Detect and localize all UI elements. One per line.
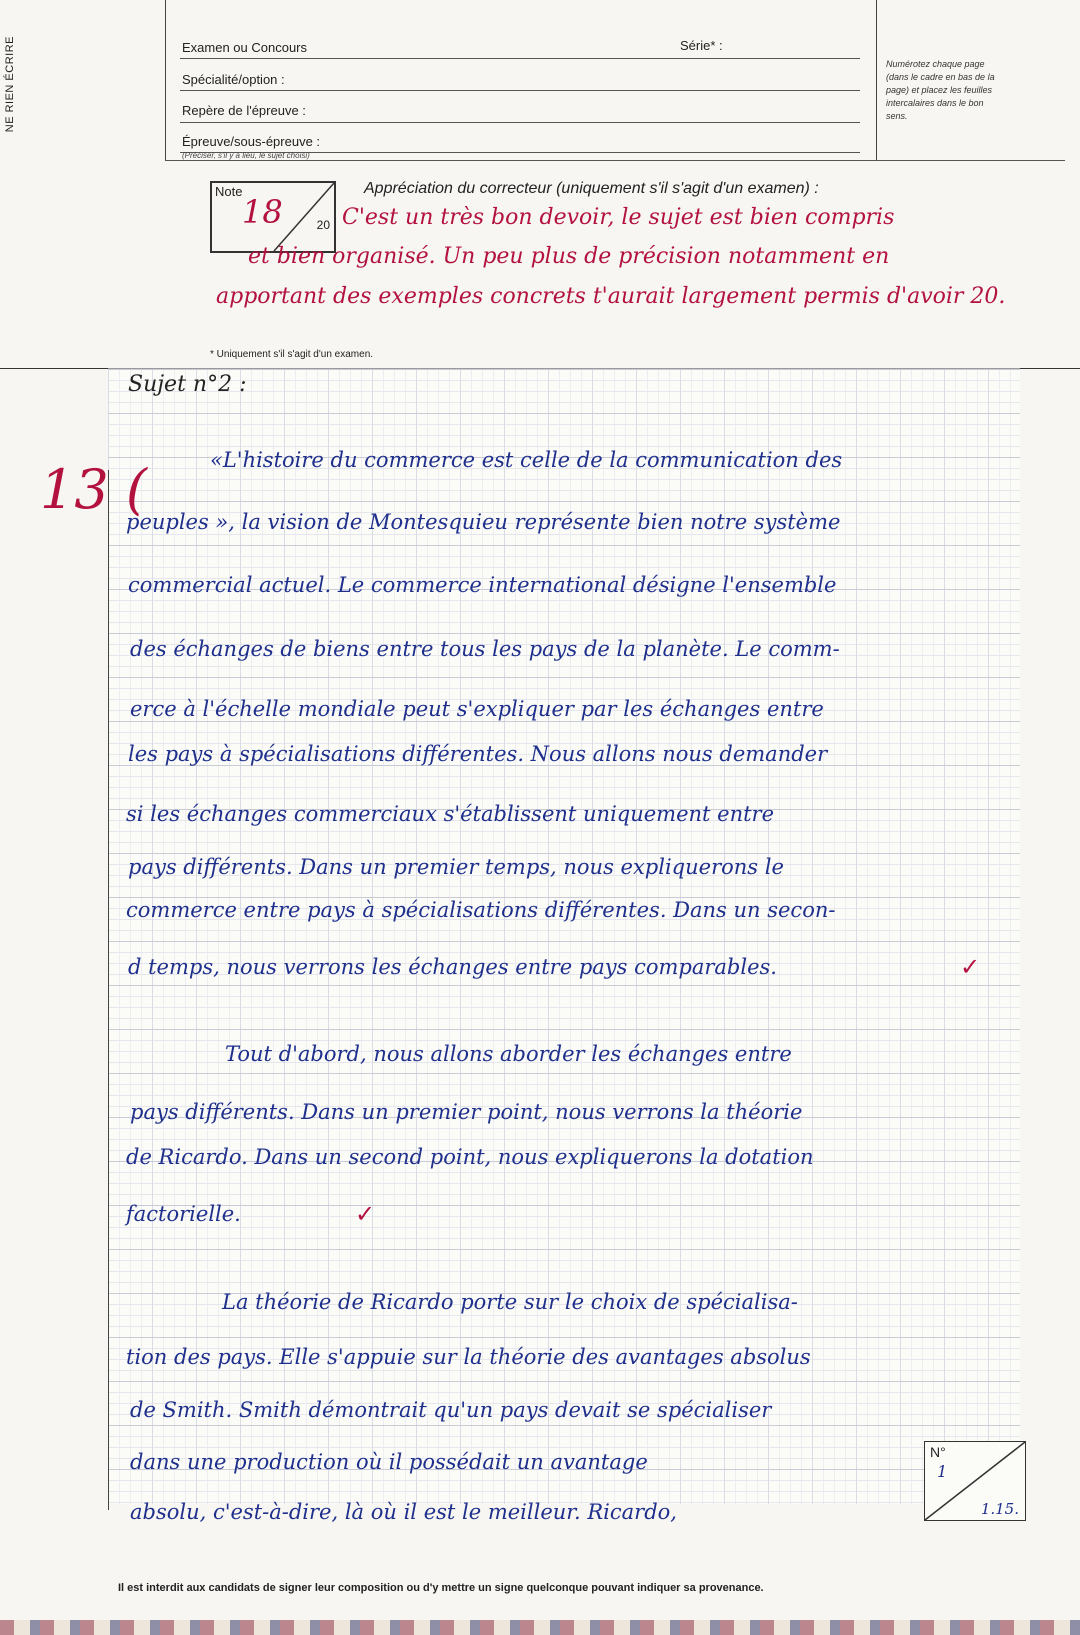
repere-label: Repère de l'épreuve : — [182, 103, 306, 118]
side-warning-label: NE RIEN ÉCRIRE — [4, 36, 16, 133]
page-number-box — [924, 1441, 1026, 1521]
essay-line: Tout d'abord, nous allons aborder les échanges entre — [225, 1042, 792, 1066]
margin-line — [108, 470, 109, 1510]
grade-value: 18 — [242, 193, 283, 231]
repere-field-line — [180, 122, 860, 123]
appreciation-title: Appréciation du correcteur (uniquement s'il s'agit d'un examen) : — [364, 180, 819, 197]
essay-line: de Ricardo. Dans un second point, nous expliquerons la dotation — [126, 1145, 814, 1169]
grid-paper — [108, 368, 1020, 1504]
epreuve-hint: (Préciser, s'il y a lieu, le sujet choisi) — [182, 151, 310, 160]
essay-line: dans une production où il possédait un avantage — [130, 1450, 648, 1474]
subject-title: Sujet n°2 : — [128, 372, 247, 397]
page-number-label: N° — [930, 1444, 946, 1460]
essay-line: «L'histoire du commerce est celle de la communication des — [210, 448, 843, 472]
grade-footnote: * Uniquement s'il s'agit d'un examen. — [210, 349, 374, 360]
essay-line: si les échanges commerciaux s'établissent uniquement entre — [126, 802, 775, 826]
epreuve-label: Épreuve/sous-épreuve : — [182, 134, 321, 149]
essay-line: factorielle. — [126, 1202, 241, 1226]
grade-total: 20 — [316, 218, 330, 232]
teacher-comment-line: et bien organisé. Un peu plus de précision notamment en — [248, 244, 890, 269]
header-left-border — [165, 0, 166, 160]
bottom-notice: Il est interdit aux candidats de signer leur composition ou d'y mettre un signe quelconque pouvant indiquer sa provenance. — [118, 1582, 764, 1594]
page-numbering-instructions: Numérotez chaque page (dans le cadre en bas de la page) et placez les feuilles intercalaires dans le bon sens. — [886, 59, 995, 121]
essay-line: de Smith. Smith démontrait qu'un pays devait se spécialiser — [130, 1398, 772, 1422]
essay-line: peuples », la vision de Montesquieu représente bien notre système — [126, 510, 841, 534]
essay-line: pays différents. Dans un premier temps, nous expliquerons le — [128, 855, 784, 879]
serie-label: Série* : — [680, 38, 723, 53]
page-number-value: 1 — [937, 1462, 948, 1481]
check-mark: ✓ — [355, 1201, 376, 1228]
grade-box — [210, 181, 336, 253]
specialite-field-line — [180, 90, 860, 91]
background-strip — [0, 1620, 1080, 1635]
exam-label: Examen ou Concours — [182, 40, 308, 55]
essay-line: les pays à spécialisations différentes. Nous allons nous demander — [128, 742, 828, 766]
essay-line: La théorie de Ricardo porte sur le choix de spécialisa- — [222, 1290, 798, 1314]
teacher-comment-line: C'est un très bon devoir, le sujet est bien compris — [342, 205, 895, 230]
essay-line: d temps, nous verrons les échanges entre pays comparables. — [128, 955, 777, 979]
check-mark: ✓ — [960, 954, 981, 981]
teacher-comment-line: apportant des exemples concrets t'aurait largement permis d'avoir 20. — [216, 284, 1006, 309]
specialite-label: Spécialité/option : — [182, 72, 285, 87]
essay-line: erce à l'échelle mondiale peut s'expliquer par les échanges entre — [130, 697, 824, 721]
essay-line: des échanges de biens entre tous les pays de la planète. Le comm- — [130, 637, 840, 661]
essay-line: absolu, c'est-à-dire, là où il est le meilleur. Ricardo, — [130, 1500, 677, 1524]
page-count: 1.15. — [980, 1500, 1019, 1518]
essay-line: commerce entre pays à spécialisations différentes. Dans un secon- — [126, 898, 836, 922]
header-bottom-border — [165, 160, 1065, 161]
note-label: Note — [215, 184, 243, 199]
essay-line: commercial actuel. Le commerce international désigne l'ensemble — [128, 573, 837, 597]
essay-line: tion des pays. Elle s'appuie sur la théorie des avantages absolus — [126, 1345, 811, 1369]
exam-field-line — [180, 58, 860, 59]
essay-line: pays différents. Dans un premier point, nous verrons la théorie — [130, 1100, 803, 1124]
margin-grade-mark: 13 ( — [40, 458, 147, 521]
header-divider — [876, 0, 877, 160]
